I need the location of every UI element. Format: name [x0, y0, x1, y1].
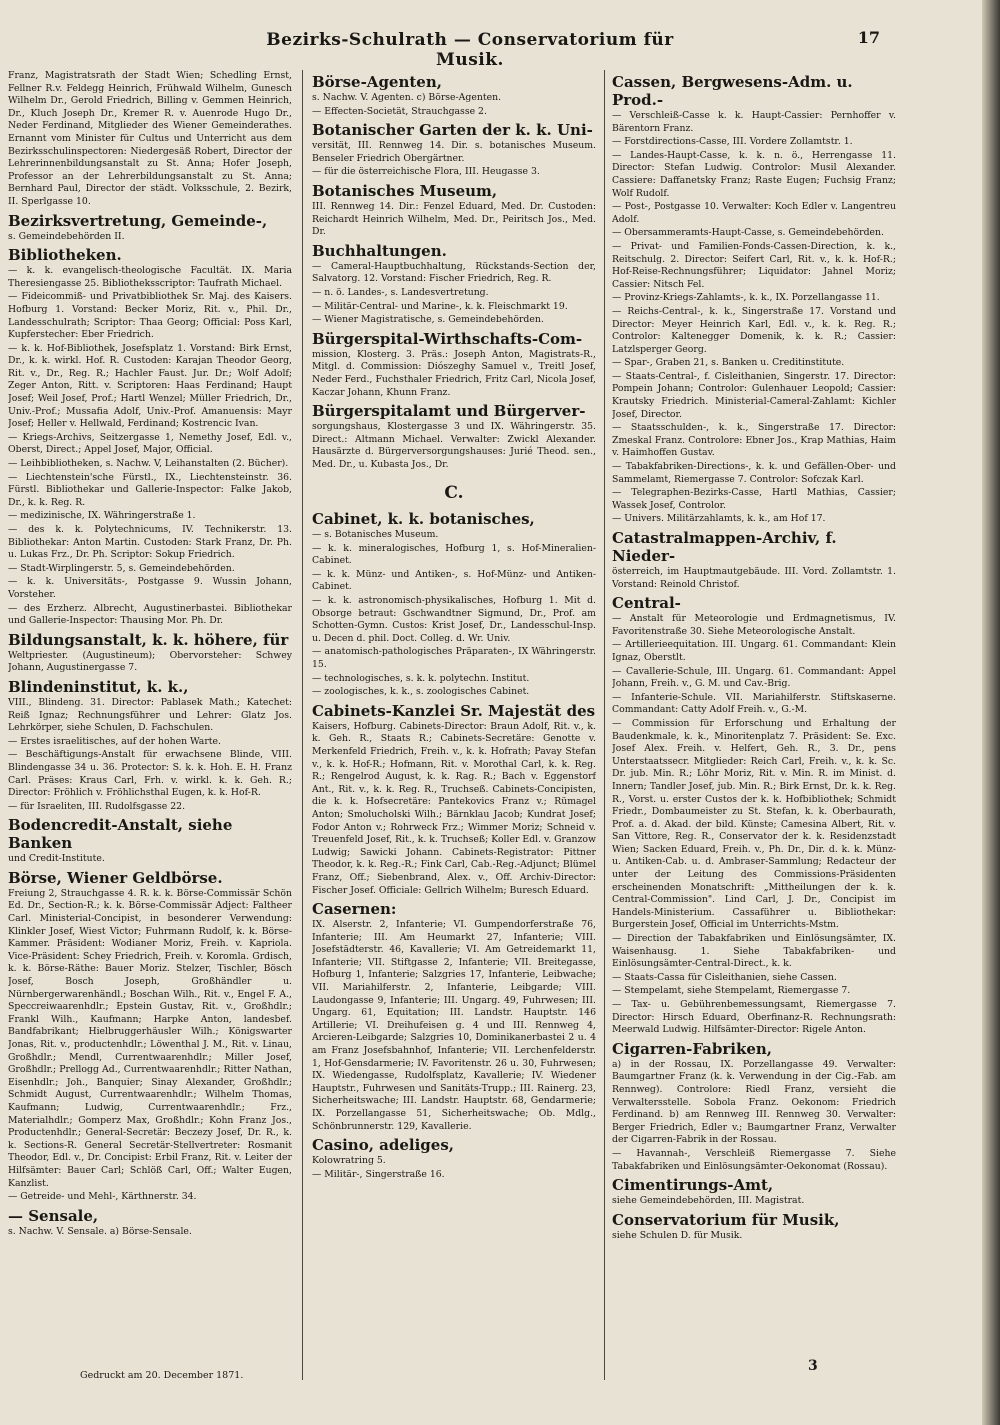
- directory-entry: — Staats-Central-, f. Cisleithanien, Singerstr. 17. Director: Pompein Johann; Controlor: Gulenhauer Leopold; Cassier: Krautsky Friedrich. Ministerial-Cameral-Zahlamt: Kichler Josef, Director.: [612, 370, 896, 420]
- directory-entry: — k. k. evangelisch-theologische Facultät. IX. Maria Theresiengasse 25. Bibliotheksscriptor: Taufrath Michael.: [8, 265, 292, 289]
- directory-entry: — Univers. Militärzahlamts, k. k., am Hof 17.: [612, 513, 826, 525]
- directory-entry: siehe Gemeindebehörden, III. Magistrat.: [612, 1195, 805, 1207]
- directory-entry: — Spar-, Graben 21, s. Banken u. Creditinstitute.: [612, 357, 845, 369]
- directory-entry: — technologisches, s. k. k. polytechn. Institut.: [312, 672, 530, 684]
- directory-entry: — Staatsschulden-, k. k., Singerstraße 17. Director: Zmeskal Franz. Controlore: Ebner Jos., Krap Mathias, Haim v. Haimhoffen Gustav.: [612, 422, 896, 459]
- directory-entry: — k. k. mineralogisches, Hofburg 1, s. Hof-Mineralien-Cabinet.: [312, 542, 596, 567]
- directory-entry: — Commission für Erforschung und Erhaltung der Baudenkmale, k. k., Minoritenplatz 7. Präsident: Se. Exc. Josef Alex. Freih. v. Helfert, Geh. R., 3. Dr., pens Unterstaatssecr. Mitglieder: Reich Carl, Freih. v., k. k. Sc. Dr. jub. Min. R.; Löhr Moriz, Rit. v. Min. R. im Minist. d. Innern; Tandler Josef, jub. Min. R.; Birk Ernst, Dr. k. k. Reg. R., Vorst. u. erster Custos der k. k. Hofbibliothek; Schmidt Friedr., Dombaumeister zu St. Stefan, k. k. Oberbaurath, Prof. a. d. Akad. der bild. Künste; Camesina Albert, Rit. v. San Vittore, Reg. R., Conservator der k. k. Residenzstadt Wien; Sacken Eduard, Freih. v., Ph. Dr., Dir. d. k. k. Münz- u. Antiken-Cab. u. d. Ambraser-Sammlung; Redacteur der unter der Leitung des Commissions-Präsidenten erscheinenden Monatschrift: „Mittheilungen der k. k. Central-Commission". Lind Carl, J. Dr., Concipist im Handels-Ministerium. Cassaführer u. Bibliothekar: Burgerstein Josef, Official im Unterrichts-Mstm.: [612, 717, 896, 931]
- section-heading: Cimentirungs-Amt,: [612, 1176, 774, 1195]
- directory-entry: Freiung 2, Strauchgasse 4. R. k. k. Börse-Commissär Schön Ed. Dr., Section-R.; k. k. Börse-Commissär Adject: Faltheer Carl. Ministerial-Concipist, in besonderer Verwendung: Klinkler Josef, Wiest Victor; Fuhrmann Rudolf, k. k. Börse-Kammer. Präsident: Wodianer Moriz, Freih. v. Kapriola. Vice-Präsident: Schey Friedrich, Freih. v. Koromla. Grdisch, k. k. Börse-Räthe: Bauer Moriz. Stelzer, Tischler, Bösch Josef, Bosch Joseph, Großhändler u. Nürnbergerwarenhändl.; Boschan Wilh., Rit. v., Engel F. A., Speccreiwaarenhdlr.; Epstein Gustav, Rit. v., Großhdlr.; Frankl Wilh., Kaufmann; Harpke Anton, landesbef. Bandfabrikant; Hielbruggerhäusler Wilh.; Königswarter Jonas, Rit. v., productenhdlr.; Löwenthal J. M., Rit. v. Linau, Großhdlr.; Mendl, Currentwaarenhdlr.; Miller Josef, Großhdlr.; Prellogg Ad., Currentwaarenhdlr.; Ritter Nathan, Eisenhdlr.; Joh., Banquier; Sinay Alexander, Großhdlr.; Schmidt August, Currentwaarenhdlr.; Wilhelm Thomas, Kaufmann; Ludwig, Currentwaarenhdlr.; Frz., Materialhdlr.; Gomperz Max, Großhdlr.; Kohn Franz Jos., Productenhdlr.; General-Secretär: Beczezy Josef, Dr. R., k. k. Sections-R. General Secretär-Stellvertreter: Rosmanit Theodor, Edl. v., Dr. Concipist: Erbil Franz, Rit. v. Leiter der Hilfsämter: Bauer Carl; Schlöß Carl, Off.; Walter Eugen, Kanzlist.: [8, 887, 292, 1189]
- directory-entry: — Stadt-Wirplingerstr. 5, s. Gemeindebehörden.: [8, 562, 235, 574]
- directory-entry: — Telegraphen-Bezirks-Casse, Hartl Mathias, Cassier; Wassek Josef, Controlor.: [612, 487, 896, 511]
- directory-entry: sorgungshaus, Klostergasse 3 und IX. Währingerstr. 35. Direct.: Altmann Michael. Verwalter: Zwickl Alexander. Hausärzte d. Bürgerversorgungshauses: Jurié Theod. sen., Med. Dr., u. Kubasta Jos., Dr.: [312, 421, 596, 470]
- section-heading: Cabinet, k. k. botanisches,: [312, 510, 535, 529]
- section-heading: Casernen:: [312, 900, 397, 919]
- directory-entry: siehe Schulen D. für Musik.: [612, 1229, 743, 1241]
- section-heading: Bürgerspital-Wirthschafts-Com-: [312, 329, 583, 348]
- section-heading: Bodencredit-Anstalt, siehe Banken: [8, 816, 233, 853]
- page-number: 17: [857, 28, 880, 47]
- directory-entry: — Wiener Magistratische, s. Gemeindebehörden.: [312, 314, 544, 326]
- directory-entry: — Havannah-, Verschleiß Riemergasse 7. Siehe Tabakfabriken und Einlösungsämter-Oekonomat (Rossau).: [612, 1147, 896, 1172]
- directory-entry: — Kriegs-Archivs, Seitzergasse 1, Nemethy Josef, Edl. v., Oberst, Direct.; Appel Josef, Major, Official.: [8, 431, 292, 456]
- directory-entry: — Staats-Cassa für Cisleithanien, siehe Cassen.: [612, 971, 837, 983]
- directory-entry: a) in der Rossau, IX. Porzellangasse 49. Verwalter: Baumgartner Franz (k. k. Verwendung in der Cig.-Fab. am Rennweg). Controlore: Riedl Franz, versieht die Verwaltersstelle. Sobola Franz. Oekonom: Friedrich Ferdinand. b) am Rennweg III. Rennweg 30. Verwalter: Berger Friedrich, Edler v.; Baumgartner Franz, Verwalter der Cigarren-Fabrik in der Rossau.: [612, 1058, 896, 1146]
- section-heading: Catastralmappen-Archiv, f. Nieder-: [612, 529, 837, 565]
- directory-entry: — Stempelamt, siehe Stempelamt, Riemergasse 7.: [612, 985, 851, 997]
- directory-entry: — Effecten-Societät, Strauchgasse 2.: [312, 105, 487, 117]
- directory-entry: — Privat- und Familien-Fonds-Cassen-Direction, k. k., Reitschulg. 2. Director: Seifert Carl, Rit. v., k. k. Hof-R.; Hof-Reise-Rechnungsführer; Liquidator: Jahnel Moriz; Cassier: Nitsch Fel.: [612, 240, 896, 290]
- column-rule: [604, 70, 605, 1380]
- directory-entry: III. Rennweg 14. Dir.: Fenzel Eduard, Med. Dr. Custoden: Reichardt Heinrich Wilhelm, Med. Dr., Peiritsch Jos., Med. Dr.: [312, 200, 596, 238]
- directory-entry: — Tax- u. Gebührenbemessungsamt, Riemergasse 7. Director: Hirsch Eduard, Oberfinanz-R. Rechnungsrath: Meerwald Ludwig. Hilfsämter-Director: Rigele Anton.: [612, 999, 896, 1036]
- directory-entry: — Militär-, Singerstraße 16.: [312, 1168, 445, 1180]
- directory-entry: — Cavallerie-Schule, III. Ungarg. 61. Commandant: Appel Johann, Freih. v., G. M. und Cav.-Brig.: [612, 665, 896, 690]
- column-right: [612, 70, 896, 1390]
- directory-entry: österreich, im Hauptmautgebäude. III. Vord. Zollamtstr. 1. Vorstand: Reinold Christof.: [612, 566, 896, 590]
- directory-entry: — Tabakfabriken-Directions-, k. k. und Gefällen-Ober- und Sammelamt, Riemergasse 7. Controlor: Sofczak Karl.: [612, 461, 896, 485]
- letter-divider: C.: [444, 483, 464, 504]
- directory-entry: — zoologisches, k. k., s. zoologisches Cabinet.: [312, 686, 530, 698]
- running-header: Bezirks-Schulrath — Conservatorium für Musik.: [266, 30, 674, 70]
- directory-entry: — k. k. astronomisch-physikalisches, Hofburg 1. Mit d. Obsorge betraut: Gschwandtner Sigmund, Dr., Prof. am Schotten-Gymn. Custos: Krist Josef, Dr., Landesschul-Insp. u. Decen d. phil. Doct. Colleg. d. Wr. Univ.: [312, 595, 596, 644]
- directory-entry: und Credit-Institute.: [8, 853, 105, 865]
- section-heading: Börse-Agenten,: [312, 73, 442, 91]
- section-heading: Cigarren-Fabriken,: [612, 1039, 773, 1058]
- directory-entry: — s. Botanisches Museum.: [312, 529, 439, 541]
- print-date: Gedruckt am 20. December 1871.: [80, 1370, 244, 1381]
- section-heading: Cabinets-Kanzlei Sr. Majestät des: [312, 701, 596, 720]
- directory-entry: IX. Alserstr. 2, Infanterie; VI. Gumpendorferstraße 76, Infanterie; III. Am Heumarkt 27, Infanterie; VIII. Josefstädterstr. 46, Kavallerie; VI. Am Getreidemarkt 11, Infanterie; VII. Stiftgasse 2, Infanterie; VII. Breitegasse, Hofburg 1, Infanterie; Salzgries 17, Infanterie, Leibwache; VII. Mariahilferstr. 2, Infanterie, Leibgarde; VIII. Laudongasse 9, Infanterie; III. Ungarg. 49, Fuhrwesen; III. Ungarg. 61, Equitation; III. Landstr. Hauptstr. 146 Artillerie; VI. Dreihufeisen g. 4 und III. Rennweg 4, Arcieren-Leibgarde; Salzgries 10, Dominikanerbastei 2 u. 4 am Franz Josefsbahnhof, Infanterie; VII. Lerchenfelderstr. 1, Hof-Gensdarmerie; IV. Favoritenstr. 26 u. 30, Fuhrwesen; IX. Wiedengasse, Rudolfsplatz, Kavallerie; IV. Wiedener Hauptstr., Fuhrwesen und Sanitäts-Trupp.; III. Rainerg. 23, Sicherheitswache; III. Landstr. Hauptstr. 68, Gendarmerie; IX. Porzellangasse 51, Sicherheitswache; Ob. Mdlg., Schönbrunnerstr. 129, Kavallerie.: [312, 919, 596, 1132]
- directory-entry: — medizinische, IX. Währingerstraße 1.: [8, 510, 196, 522]
- directory-entry: — Getreide- und Mehl-, Kärthnerstr. 34.: [8, 1191, 197, 1203]
- page-edge: [982, 0, 1000, 1425]
- column-rule: [302, 70, 303, 1380]
- directory-entry: — Post-, Postgasse 10. Verwalter: Koch Edler v. Langentreu Adolf.: [612, 201, 896, 225]
- section-heading: Börse, Wiener Geldbörse.: [8, 868, 223, 887]
- section-heading: Botanisches Museum,: [312, 181, 498, 200]
- directory-entry: mission, Klosterg. 3. Präs.: Joseph Anton, Magistrats-R., Mitgl. d. Commission: Diószeghy Samuel v., Treitl Josef, Neder Ferd., Fuchsthaler Friedrich, Fritz Carl, Nicola Josef, Kaczar Johann, Khunn Franz.: [312, 348, 596, 398]
- directory-entry: — Anstalt für Meteorologie und Erdmagnetismus, IV. Favoritenstraße 30. Siehe Meteorologische Anstalt.: [612, 613, 896, 637]
- signature-mark: 3: [808, 1358, 818, 1374]
- column-middle: [312, 70, 596, 1390]
- directory-entry: — Landes-Haupt-Casse, k. k. n. ö., Herrengasse 11. Director: Stefan Ludwig. Controlor: Musil Alexander. Cassiere: Daffanetsky Franz; Raste Eugen; Fuchsig Franz; Wolf Rudolf.: [612, 149, 896, 199]
- directory-entry: — Infanterie-Schule. VII. Mariahilferstr. Stiftskaserne. Commandant: Catty Adolf Freih. v., G.-M.: [612, 691, 896, 716]
- directory-entry: — k. k. Hof-Bibliothek, Josefsplatz 1. Vorstand: Birk Ernst, Dr., k. k. wirkl. Hof. R. Custoden: Karajan Theodor Georg, Rit. v., Dr., Reg. R.; Hachler Faust. Jur. Dr.; Wolf Adolf; Zeger Anton, Ritt. v. Scriptoren: Haas Ferdinand; Haupt Josef; Weil Josef, Prof.; Hartl Wenzel; Müller Friedrich, Dr., Univ.-Prof.; Mussafia Adolf, Univ.-Prof. Amanuensis: Mayr Josef; Heller v. Hellwald, Ferdinand; Kostrencic Ivan.: [8, 342, 292, 430]
- section-heading: Casino, adeliges,: [312, 1136, 455, 1155]
- directory-entry: — Forstdirections-Casse, III. Vordere Zollamtstr. 1.: [612, 136, 853, 148]
- directory-entry: — Beschäftigungs-Anstalt für erwachsene Blinde, VIII. Blindengasse 34 u. 36. Protector: S. k. k. Hoh. E. H. Franz Carl. Präses: Kraus Carl, Frh. v. wirkl. k. k. Geh. R.; Director: Fröhlich v. Fröhlichsthal Eugen, k. k. Hof-R.: [8, 749, 292, 799]
- directory-entry: Kaisers, Hofburg. Cabinets-Director: Braun Adolf, Rit. v., k. k. Geh. R., Staats R.; Cabinets-Secretäre: Genotte v. Merkenfeld Friedrich, Freih. v., k. k. Hofrath; Pavay Stefan v., k. k. Hof-R.; Hofmann, Rit. v. Morothal Carl, k. k. Reg. R.; Rengelrod August, k. k. Rag. R.; Bach v. Eggenstorf Ant., Rit. v., k. k. Reg. R., Truchseß. Cabinets-Concipisten, die k. k. Hofsecretäre: Pantekovics Franz v.; Rümagel Anton; Smolucholski Wilh.; Bärnklau Jacob; Kundrat Josef; Fodor Anton v.; Rohrweck Frz.; Wimmer Moriz; Schneid v. Treuenfeld Josef, Rit., k. k. Truchseß; Koller Edl. v. Granzow Ludwig; Sawicki Johann. Cabinets-Registrator: Pittner Theodor, k. k. Reg.-R.; Fink Carl, Cab.-Reg.-Adjunct; Blümel Franz, Off.; Siebenbrand, Alex. v., Off. Archiv-Director: Fischer Josef. Officiale: Gellrich Wilhelm; Buresch Eduard.: [312, 720, 596, 896]
- column-left: [8, 70, 292, 1390]
- directory-entry: — Erstes israelitisches, auf der hohen Warte.: [8, 735, 221, 747]
- directory-entry: — Direction der Tabakfabriken und Einlösungsämter, IX. Waisenhausg. 1. Siehe Tabakfabriken- und Einlösungsämter-Central-Direct., k. k.: [612, 933, 896, 970]
- directory-entry: — Reichs-Central-, k. k., Singerstraße 17. Vorstand und Director: Meyer Heinrich Karl, Edl. v., k. k. Reg. R.; Controlor: Kaltenegger Domenik, k. k. R.; Cassier: Latzlsperger Georg.: [612, 305, 896, 355]
- section-heading: Cassen, Bergwesens-Adm. u. Prod.-: [612, 73, 853, 109]
- directory-entry: — für die österreichische Flora, III. Heugasse 3.: [312, 166, 540, 178]
- section-heading: Buchhaltungen.: [312, 241, 447, 260]
- directory-entry: — n. ö. Landes-, s. Landesvertretung.: [312, 286, 489, 298]
- section-heading: Bezirksvertretung, Gemeinde-,: [8, 211, 268, 230]
- section-heading: Central-: [612, 594, 681, 613]
- directory-entry: Franz, Magistratsrath der Stadt Wien; Schedling Ernst, Fellner R.v. Feldegg Heinrich, Frühwald Wilhelm, Gunesch Wilhelm Dr., Gerold Friedrich, Billing v. Gemmen Heinrich, Dr., Kluch Joseph Dr., Kremer R. v. Auenrode Hugo Dr., Neder Ferdinand, Mitglieder des Wiener Gemeinderathes. Ernannt vom Minister für Cultus und Unterricht aus dem Bezirksschulinspectoren: Niedergesäß Robert, Director der Lehrerinnenbildungsanstalt zu St. Anna; Hofer Joseph, Professor an der Lehrerbildungsanstalt zu St. Anna; Bernhard Paul, Director der städt. Volksschule, 2. Bezirk, II. Sperlgasse 10.: [8, 70, 292, 207]
- directory-entry: — des k. k. Polytechnicums, IV. Technikerstr. 13. Bibliothekar: Anton Martin. Custoden: Stark Franz, Dr. Ph. u. Lukas Frz., Dr. Ph. Scriptor: Sokup Friedrich.: [8, 524, 292, 561]
- directory-entry: — k. k. Universitäts-, Postgasse 9. Wussin Johann, Vorsteher.: [8, 576, 292, 600]
- directory-entry: Weltpriester. (Augustineum); Obervorsteher: Schwey Johann, Augustinergasse 7.: [8, 649, 292, 674]
- directory-entry: — Artillerieequitation. III. Ungarg. 61. Commandant: Klein Ignaz, Oberstlt.: [612, 639, 896, 663]
- directory-entry: versität, III. Rennweg 14. Dir. s. botanisches Museum. Benseler Friedrich Obergärtner.: [312, 140, 596, 164]
- directory-entry: s. Gemeindebehörden II.: [8, 230, 125, 242]
- directory-entry: — des Erzherz. Albrecht, Augustinerbastei. Bibliothekar und Gallerie-Inspector: Thausing Mor. Ph. Dr.: [8, 602, 292, 627]
- section-heading: Conservatorium für Musik,: [612, 1210, 840, 1229]
- directory-entry: — für Israeliten, III. Rudolfsgasse 22.: [8, 800, 186, 812]
- section-heading: Bibliotheken.: [8, 246, 122, 265]
- directory-entry: — Verschleiß-Casse k. k. Haupt-Cassier: Pernhoffer v. Bärentorn Franz.: [612, 110, 896, 134]
- section-heading: Botanischer Garten der k. k. Uni-: [312, 121, 593, 140]
- directory-entry: — Leihbibliotheken, s. Nachw. V, Leihanstalten (2. Bücher).: [8, 458, 289, 470]
- section-heading: Bildungsanstalt, k. k. höhere, für: [8, 630, 289, 649]
- directory-entry: — Liechtenstein'sche Fürstl., IX., Liechtensteinstr. 36. Fürstl. Bibliothekar und Gallerie-Inspector: Falke Jakob, Dr., k. k. Reg. R.: [8, 471, 292, 508]
- directory-entry: s. Nachw. V. Agenten. c) Börse-Agenten.: [312, 92, 502, 103]
- section-heading: Bürgerspitalamt und Bürgerver-: [312, 402, 586, 421]
- directory-entry: VIII., Blindeng. 31. Director: Pablasek Math.; Katechet: Reiß Ignaz; Rechnungsführer und Lehrer: Glatz Jos. Lehrkörper, siehe Schulen, D. Fachschulen.: [8, 696, 292, 734]
- section-heading: Blindeninstitut, k. k.,: [8, 677, 189, 696]
- directory-entry: — Fideicommiß- und Privatbibliothek Sr. Maj. des Kaisers. Hofburg 1. Vorstand: Becker Moriz, Rit. v., Phil. Dr., Landesschulrath; Scriptor: Thaa Georg; Official: Poss Karl, Kupferstecher: Eber Friedrich.: [8, 291, 292, 341]
- directory-entry: Kolowratring 5.: [312, 1155, 386, 1167]
- directory-entry: — k. k. Münz- und Antiken-, s. Hof-Münz- und Antiken-Cabinet.: [312, 568, 596, 593]
- directory-entry: — Militär-Central- und Marine-, k. k. Fleischmarkt 19.: [312, 300, 568, 312]
- directory-entry: — Obersammeramts-Haupt-Casse, s. Gemeindebehörden.: [612, 227, 884, 239]
- section-heading: — Sensale,: [8, 1206, 99, 1225]
- directory-entry: — Cameral-Hauptbuchhaltung, Rückstands-Section der, Salvatorg. 12. Vorstand: Fischer Friedrich, Reg. R.: [312, 260, 596, 285]
- directory-entry: s. Nachw. V. Sensale. a) Börse-Sensale.: [8, 1225, 192, 1237]
- directory-entry: — anatomisch-pathologisches Präparaten-, IX Währingerstr. 15.: [312, 646, 596, 670]
- directory-entry: — Provinz-Kriegs-Zahlamts-, k. k., IX. Porzellangasse 11.: [612, 292, 880, 304]
